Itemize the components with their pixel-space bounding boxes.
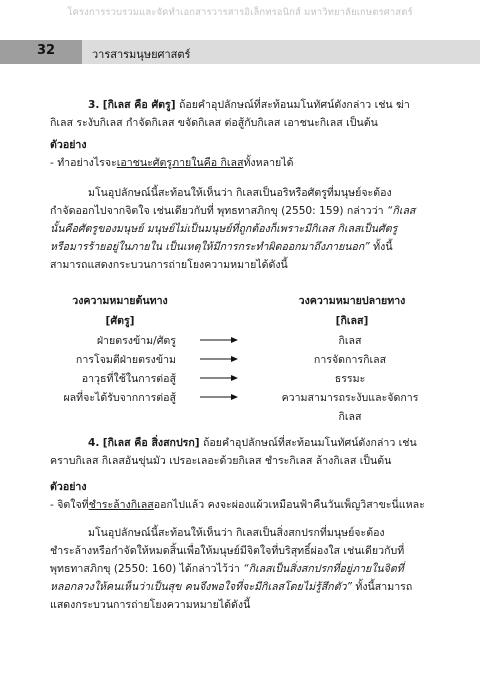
- sec3-line2: กิเลส ระงับกิเลส กำจัดกิเลส ขจัดกิเลส ต่อสู้กับกิเลส เอาชนะกิเลส เป็นต้น: [50, 117, 378, 129]
- sec4-number: 4.: [88, 437, 100, 449]
- mapping-source-3: อาวุธที่ใช้ในการต่อสู้: [81, 373, 176, 385]
- sec3-para-line2-text: กำจัดออกไปจากจิตใจ เช่นเดียวกับที่ พุทธทาสภิกขุ (2550: 159) กล่าวว่า: [50, 205, 384, 217]
- page-number: 32: [37, 43, 56, 58]
- sec3-quote-start: “กิเลส: [386, 205, 416, 217]
- mapping-target-4: ความสามารถระงับและจัดการ: [281, 392, 419, 404]
- sec3-first-line: [88, 98, 450, 112]
- mapping-source-2: การโจมตีฝ่ายตรงข้าม: [75, 354, 176, 366]
- sec4-para-line1: มโนอุปลักษณ์นี้สะท้อนให้เห็นว่า กิเลสเป็นสิ่งสกปรกที่มนุษย์จะต้อง: [88, 527, 385, 539]
- mapping-target-1: กิเลส: [338, 335, 362, 347]
- sec3-term: [กิเลส คือ ศัตรู]: [102, 99, 176, 111]
- target-domain-label: [กิเลส]: [335, 315, 369, 327]
- sec3-example: [50, 156, 450, 170]
- sec3-example-heading: ตัวอย่าง: [50, 139, 87, 151]
- sec3-number: 3.: [88, 99, 100, 111]
- sec3-para-line1: มโนอุปลักษณ์นี้สะท้อนให้เห็นว่า กิเลสเป็นอริหรือศัตรูที่มนุษย์จะต้อง: [88, 187, 392, 199]
- sec4-para-line2: ชำระล้างหรือกำจัดให้หมดสิ้นเพื่อให้มนุษย์มีจิตใจที่บริสุทธิ์ผ่องใส เช่นเดียวกับที่: [50, 545, 405, 557]
- sec4-first-line: [88, 436, 450, 450]
- mapping-arrow-icon: [200, 393, 238, 401]
- sec4-para-last: แสดงกระบวนการถ่ายโยงความหมายได้ดังนี้: [50, 599, 251, 611]
- mapping-source-4: ผลที่จะได้รับจากการต่อสู้: [63, 392, 176, 404]
- sec4-example-underlined: ชำระล้างกิเลส: [88, 499, 154, 511]
- journal-title: วารสารมนุษยศาสตร์: [92, 48, 191, 61]
- watermark: โครงการรวบรวมและจัดทำเอกสารวารสารอิเล็กทรอนิกส์ มหาวิทยาลัยเกษตรศาสตร์: [67, 7, 413, 18]
- source-domain-label: [ศัตรู]: [105, 315, 135, 327]
- sec4-line2: คราบกิเลส กิเลสอันขุ่นมัว เปรอะเลอะด้วยกิเลส ชำระกิเลส ล้างกิเลส เป็นต้น: [50, 455, 392, 467]
- sec4-example-prefix: - จิตใจที่: [50, 499, 89, 511]
- sec3-quote-end: หรือมารร้ายอยู่ในภายใน เป็นเหตุให้มีการกระทำผิดออกมาถึงภายนอก”: [50, 241, 370, 253]
- sec4-line1-text: ถ้อยคำอุปลักษณ์ที่สะท้อนมโนทัศน์ดังกล่าว เช่น: [203, 437, 417, 449]
- sec3-quote-tail: ทั้งนี้: [373, 241, 393, 253]
- sec3-example-underlined: เอาชนะศัตรูภายในคือ กิเลส: [116, 157, 244, 169]
- sec3-para-last: สามารถแสดงกระบวนการถ่ายโยงความหมายได้ดังนี้: [50, 259, 288, 271]
- mapping-source-1: ฝ่ายตรงข้าม/ศัตรู: [96, 335, 176, 347]
- sec4-example-heading: ตัวอย่าง: [50, 481, 87, 493]
- mapping-arrow-icon: [200, 355, 238, 363]
- sec4-para-line3-text: พุทธทาสภิกขุ (2550: 160) ได้กล่าวไว้ว่า: [50, 563, 240, 575]
- sec4-example: [50, 498, 450, 512]
- sec4-para-line3: [50, 562, 450, 576]
- sec3-quote-line2: นั้นคือศัตรูของมนุษย์ มนุษย์ไม่เป็นมนุษย์ที่ถูกต้องก็เพราะมีกิเลส กิเลสเป็นศัตรู: [50, 223, 398, 235]
- sec3-line1-text: ถ้อยคำอุปลักษณ์ที่สะท้อนมโนทัศน์ดังกล่าว เช่น ฆ่า: [178, 99, 410, 111]
- sec4-term: [กิเลส คือ สิ่งสกปรก]: [102, 437, 200, 449]
- sec4-example-suffix: ออกไปแล้ว คงจะผ่องแผ้วเหมือนฟ้าคืนวันเพ็ญวิสาขะนี่แหละ: [153, 499, 425, 511]
- sec4-quote-end: หลอกลวงให้คนเห็นว่าเป็นสุข คนจึงพอใจที่จะมีกิเลสโดยไม่รู้สึกตัว”: [50, 581, 353, 593]
- sec3-para-line2: [50, 204, 450, 218]
- mapping-target-4-continued: กิเลส: [338, 411, 362, 423]
- mapping-arrow-icon: [200, 336, 238, 344]
- sec4-quote-tail: ทั้งนี้สามารถ: [355, 581, 413, 593]
- source-domain-title: วงความหมายต้นทาง: [72, 295, 168, 307]
- target-domain-title: วงความหมายปลายทาง: [298, 295, 406, 307]
- sec3-quote-line3: [50, 240, 450, 254]
- sec3-example-prefix: - ทำอย่างไรจะ: [50, 157, 117, 169]
- sec4-quote-start: “กิเลสเป็นสิ่งสกปรกที่อยู่ภายในจิตที่: [243, 563, 404, 575]
- mapping-arrow-icon: [200, 374, 238, 382]
- mapping-target-2: การจัดการกิเลส: [313, 354, 387, 366]
- mapping-target-3: ธรรมะ: [334, 373, 366, 385]
- sec4-quote-line2: [50, 580, 450, 594]
- sec3-example-suffix: ทั้งหลายได้: [243, 157, 294, 169]
